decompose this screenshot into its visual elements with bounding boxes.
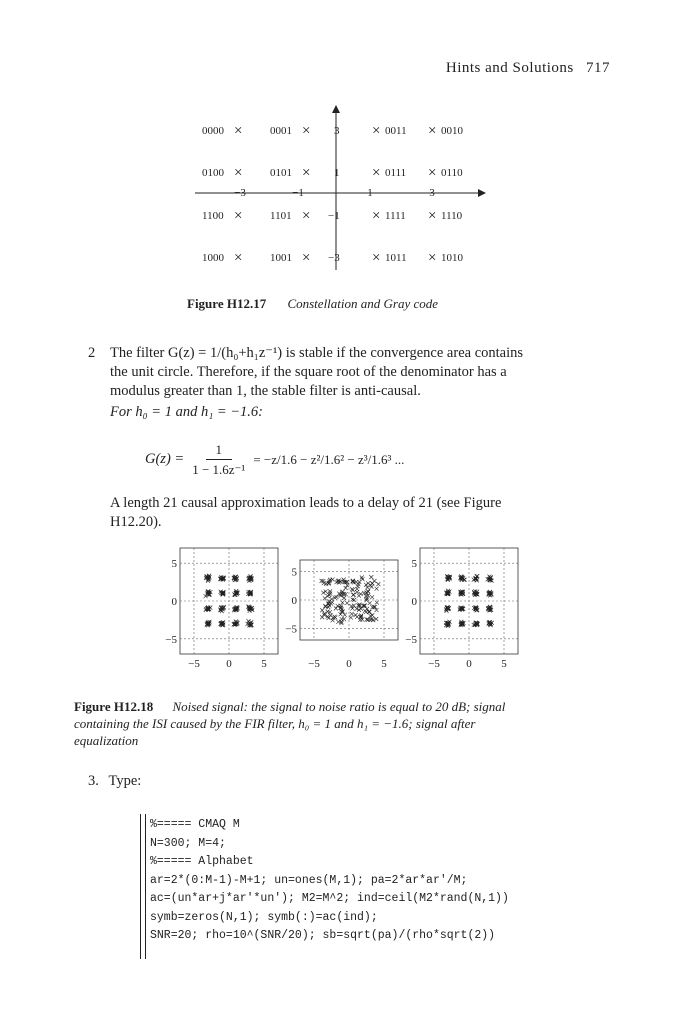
scatter-point: [366, 590, 370, 594]
scatter-point: [375, 601, 379, 605]
scatter-point: [327, 616, 331, 620]
x-tick-label: −5: [428, 658, 440, 670]
constellation-point: ×: [234, 123, 243, 139]
scatter-point: [370, 585, 374, 589]
page-number: 717: [586, 60, 610, 76]
constellation-label: 0110: [441, 167, 463, 179]
x-tick-label: −1: [292, 187, 304, 199]
scatter-point: [328, 589, 332, 593]
y-tick-label: 5: [171, 558, 177, 571]
equation-numerator: 1: [206, 440, 233, 460]
scatter-point: [375, 587, 379, 591]
constellation-label: 1001: [270, 252, 292, 264]
header-title: Hints and Solutions: [445, 60, 574, 76]
scatter-point: [320, 608, 324, 612]
scatter-point: [368, 610, 372, 614]
constellation-label: 1000: [202, 252, 224, 264]
x-tick-label: 0: [466, 658, 472, 670]
scatter-point: [351, 593, 355, 597]
constellation-point: ×: [428, 123, 437, 139]
x-tick-label: 5: [501, 658, 507, 670]
y-tick-label: 1: [334, 167, 340, 179]
constellation-point: ×: [234, 250, 243, 266]
x-tick-label: 0: [226, 658, 232, 670]
y-tick-label: −5: [405, 633, 417, 646]
running-header: [446, 60, 610, 77]
y-tick-label: −5: [285, 623, 297, 636]
item-2-number: 2: [88, 345, 96, 361]
item-3-number: 3.: [88, 773, 99, 789]
figure-17-caption: [187, 296, 438, 312]
scatter-point: [334, 606, 338, 610]
constellation-label: 0100: [202, 167, 224, 179]
code-line: %===== Alphabet: [150, 855, 254, 868]
constellation-label: 0111: [385, 167, 407, 179]
constellation-label: 1100: [202, 210, 224, 222]
scatter-point: [345, 601, 349, 605]
code-line: N=300; M=4;: [150, 836, 226, 850]
figure-17-caption-text: Constellation and Gray code: [287, 296, 439, 311]
constellation-point: ×: [302, 123, 311, 139]
constellation-label: 1110: [441, 210, 463, 222]
scatter-point: [342, 596, 346, 600]
item-2-line3: modulus greater than 1, the stable filter is anti-causal.: [110, 383, 421, 399]
approx-line2: H12.20).: [110, 514, 162, 530]
scatter-point: [359, 592, 363, 596]
figure-18-caption-line2: containing the ISI caused by the FIR filter, h₀ = 1 and h₁ = −1.6; signal after: [74, 716, 476, 731]
x-tick-label: 3: [429, 187, 435, 199]
constellation-label: 0011: [385, 125, 407, 137]
y-tick-label: 5: [411, 558, 417, 571]
scatter-point: [320, 615, 324, 619]
constellation-point: ×: [428, 165, 437, 181]
code-line: ar=2*(0:M-1)-M+1; un=ones(M,1); pa=2*ar*ar'/M;: [150, 873, 468, 887]
x-tick-label: −5: [308, 658, 320, 670]
equation: [145, 440, 404, 479]
y-tick-label: 0: [171, 596, 177, 608]
constellation-label: 1010: [441, 252, 463, 264]
approx-paragraph: [110, 494, 610, 532]
figure-18-caption-line3: equalization: [74, 733, 139, 748]
constellation-point: ×: [302, 165, 311, 181]
scatter-point: [372, 579, 376, 583]
y-tick-label: −1: [328, 210, 340, 222]
item-2-for-line: For h₀ = 1 and h₁ = −1.6:: [110, 404, 264, 420]
figure-18-caption-line1: Noised signal: the signal to noise ratio is equal to 20 dB; signal: [172, 699, 506, 714]
constellation-label: 0010: [441, 125, 463, 137]
scatter-point: [355, 615, 359, 619]
equation-rhs: = −z/1.6 − z²/1.6² − z³/1.6³ ...: [253, 452, 405, 467]
constellation-label: 1101: [270, 210, 292, 222]
scatter-point: [376, 582, 380, 586]
scatter-point: [349, 616, 353, 620]
x-tick-label: −5: [188, 658, 200, 670]
scatter-point: [371, 618, 375, 622]
y-tick-label: 3: [334, 125, 340, 137]
constellation-label: 0001: [270, 125, 292, 137]
x-tick-label: 5: [381, 658, 387, 670]
scatter-point: [374, 617, 378, 621]
constellation-label: 0000: [202, 125, 224, 137]
figure-17-label: Figure H12.17: [187, 296, 267, 311]
code-line: SNR=20; rho=10^(SNR/20); sb=sqrt(pa)/(rho*sqrt(2)): [150, 929, 496, 942]
code-line: %===== CMAQ M: [150, 818, 240, 831]
constellation-point: ×: [372, 250, 381, 266]
figure-18-label: Figure H12.18: [74, 699, 154, 714]
y-tick-label: 0: [411, 596, 417, 608]
y-tick-label: −5: [165, 633, 177, 646]
item-3: [88, 772, 141, 791]
constellation-label: 0101: [270, 167, 292, 179]
equation-denominator: 1 − 1.6z⁻¹: [192, 462, 246, 477]
constellation-diagram: [180, 100, 500, 275]
code-line: ac=(un*ar+j*ar'*un'); M2=M^2; ind=ceil(M2*rand(N,1)): [150, 892, 509, 905]
scatter-point: [363, 609, 367, 613]
scatter-point: [328, 591, 332, 595]
scatter-figure: [160, 540, 530, 680]
constellation-label: 1111: [385, 210, 406, 222]
constellation-point: ×: [302, 250, 311, 266]
constellation-label: 1011: [385, 252, 407, 264]
code-line: symb=zeros(N,1); symb(:)=ac(ind);: [150, 910, 378, 924]
y-tick-label: 0: [291, 595, 297, 607]
constellation-point: ×: [372, 165, 381, 181]
y-tick-label: 5: [291, 566, 297, 579]
scatter-point: [369, 575, 373, 579]
scatter-point: [350, 612, 354, 616]
code-block: [150, 816, 509, 946]
approx-line1: A length 21 causal approximation leads to a delay of 21 (see Figure: [110, 495, 502, 511]
figure-18-caption: [74, 698, 610, 749]
constellation-point: ×: [428, 250, 437, 266]
item-2: [88, 344, 610, 422]
constellation-point: ×: [234, 165, 243, 181]
item-2-line1: The filter G(z) = 1/(h₀+h₁z⁻¹) is stable if the convergence area contains: [110, 345, 524, 361]
constellation-point: ×: [234, 208, 243, 224]
item-3-text: Type:: [108, 773, 142, 789]
code-block-bar: [140, 814, 146, 959]
constellation-point: ×: [372, 208, 381, 224]
scatter-point: [324, 605, 328, 609]
equation-lhs: G(z) =: [145, 451, 185, 467]
scatter-point: [327, 593, 331, 597]
x-tick-label: 5: [261, 658, 267, 670]
scatter-point: [370, 595, 374, 599]
equation-fraction: [192, 440, 245, 479]
constellation-point: ×: [428, 208, 437, 224]
x-tick-label: 1: [367, 187, 373, 199]
x-tick-label: −3: [234, 187, 246, 199]
scatter-point: [331, 616, 335, 620]
constellation-point: ×: [302, 208, 311, 224]
x-tick-label: 0: [346, 658, 352, 670]
scatter-point: [366, 581, 370, 585]
y-tick-label: −3: [328, 252, 340, 264]
constellation-point: ×: [372, 123, 381, 139]
item-2-line2: the unit circle. Therefore, if the square root of the denominator has a: [110, 364, 507, 380]
